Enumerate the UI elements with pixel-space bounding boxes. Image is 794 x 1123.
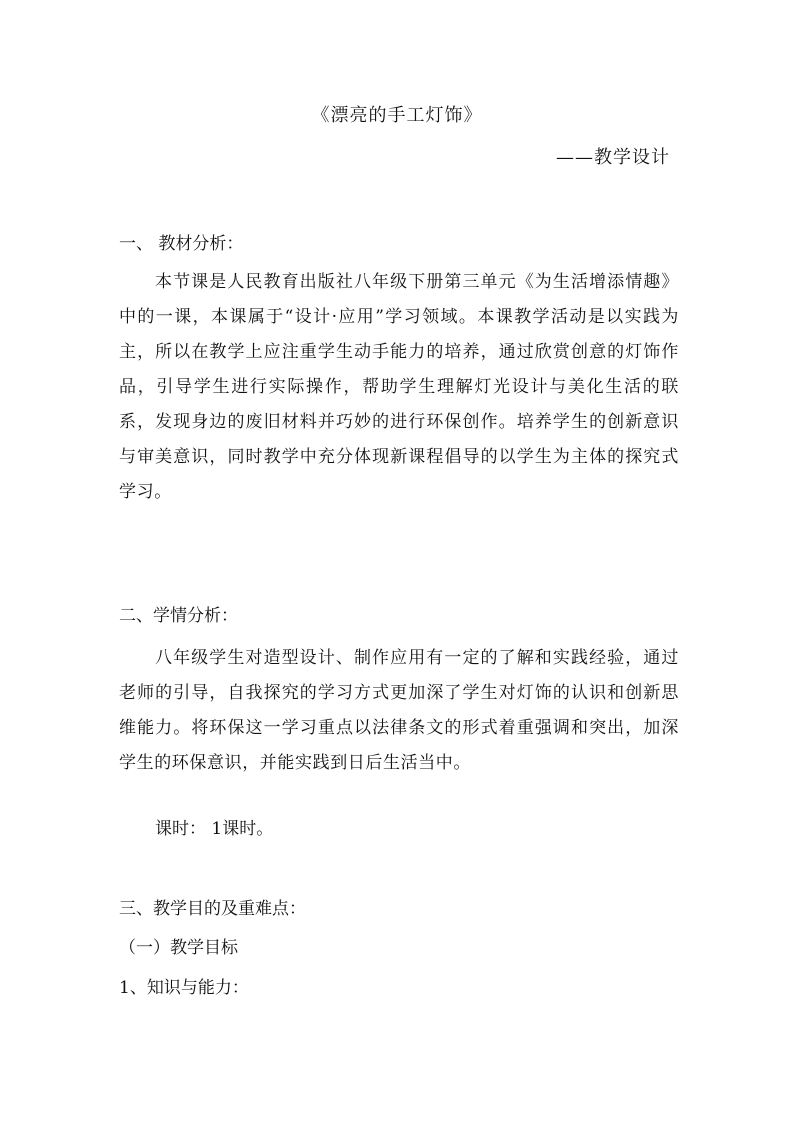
list-item-knowledge-ability: 1、知识与能力： xyxy=(119,978,249,998)
section-heading-2: 二、学情分析： xyxy=(119,606,238,626)
sub-heading-teaching-goals: （一）教学目标 xyxy=(119,938,238,958)
document-title: 《漂亮的手工灯饰》 xyxy=(311,105,483,126)
section-heading-3: 三、教学目的及重难点： xyxy=(119,899,306,919)
document-subtitle: ——教学设计 xyxy=(556,147,670,168)
class-hours-line: 课时： 1课时。 xyxy=(155,819,274,839)
section-heading-1: 一、 教材分析： xyxy=(119,234,244,254)
section-paragraph-2: 八年级学生对造型设计、制作应用有一定的了解和实践经验，通过老师的引导，自我探究的学习方式更加深了学生对灯饰的认识和创新思维能力。将环保这一学习重点以法律条文的形式着重强调和突出，加深学生的环保意识，并能实践到日后生活当中。 xyxy=(119,648,679,773)
section-paragraph-1: 本节课是人民教育出版社八年级下册第三单元《为生活增添情趣》中的一课，本课属于“设计·应用”学习领域。本课教学活动是以实践为主，所以在教学上应注重学生动手能力的培养，通过欣赏创意的灯饰作品，引导学生进行实际操作，帮助学生理解灯光设计与美化生活的联系，发现身边的废旧材料并巧妙的进行环保创作。培养学生的创新意识与审美意识，同时教学中充分体现新课程倡导的以学生为主体的探究式学习。 xyxy=(119,272,679,502)
